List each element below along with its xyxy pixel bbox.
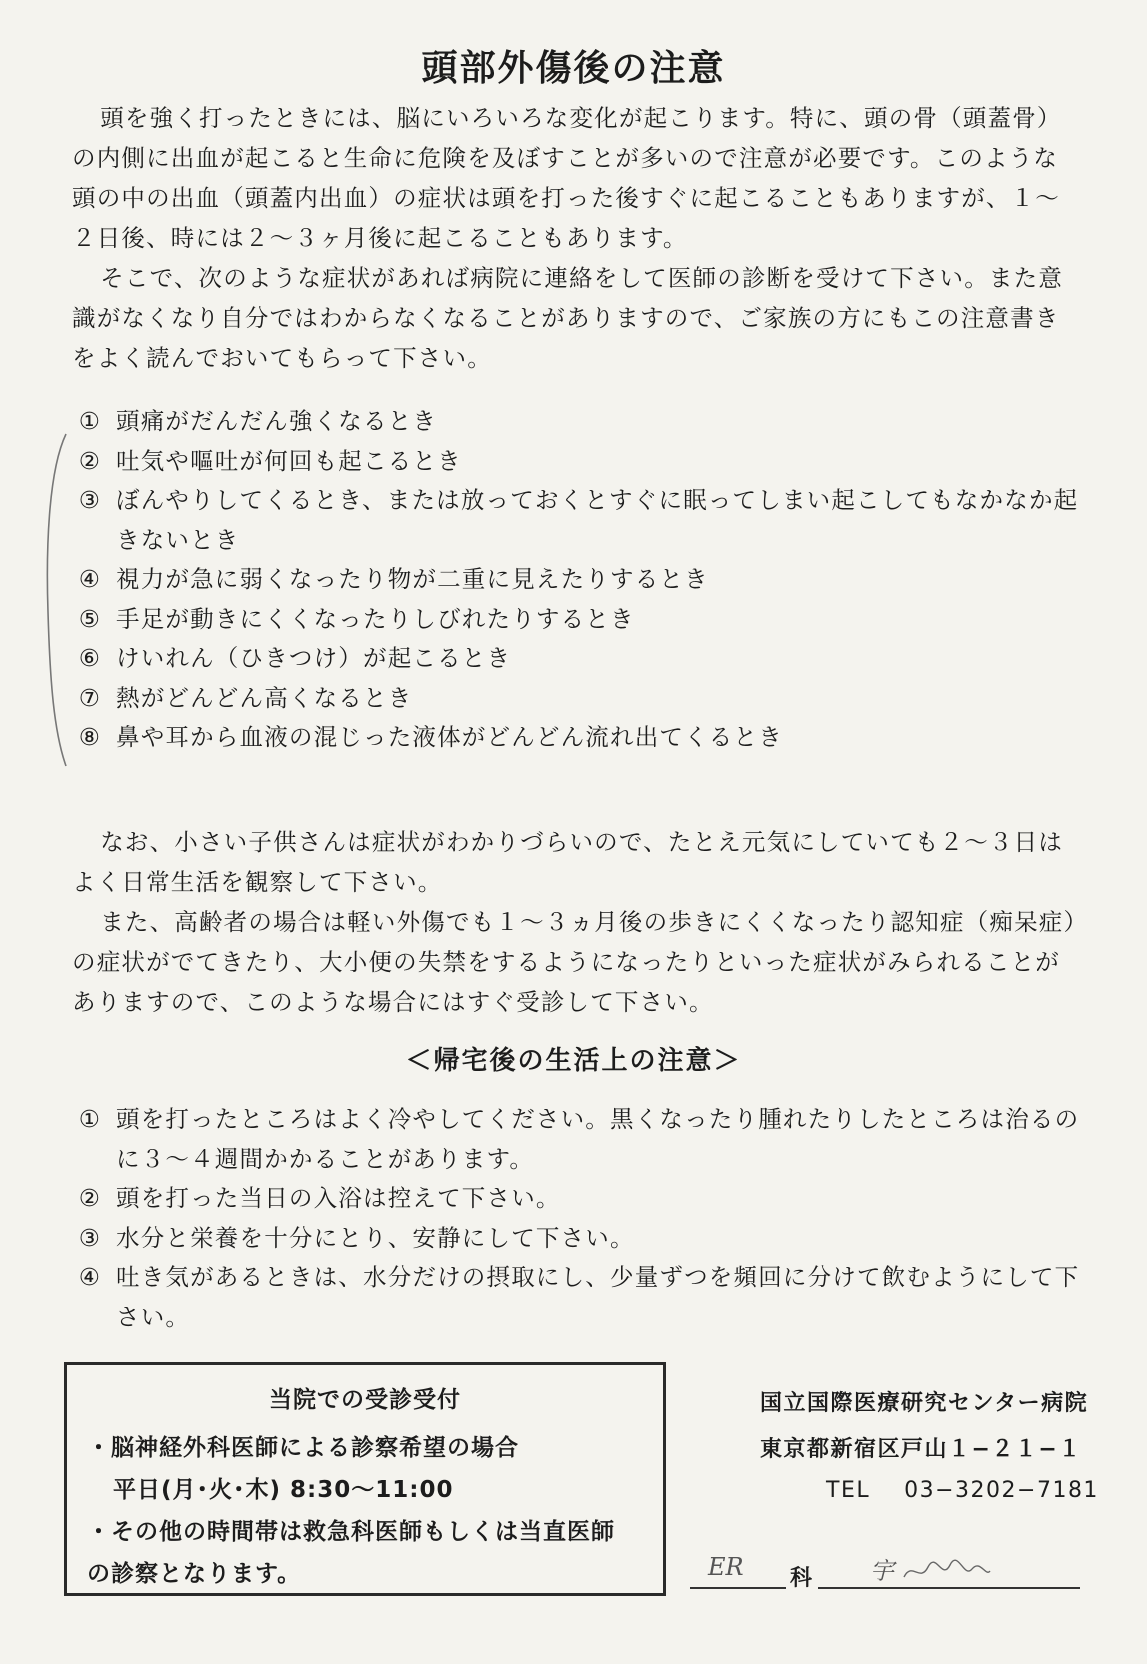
list-item: ① 頭を打ったところはよく冷やしてください。黒くなったり腫れたりしたところは治るのに３～４週間かかることがあります。	[78, 1105, 1080, 1173]
reception-line-other: ・その他の時間帯は救急科医師もしくは当直医師	[87, 1519, 615, 1545]
hospital-name: 国立国際医療研究センター病院	[760, 1391, 1089, 1416]
handwritten-bracket-mark	[40, 432, 70, 768]
signature-line	[690, 1555, 1080, 1595]
reception-line-other-cont: の診察となります。	[87, 1561, 302, 1587]
hospital-tel	[826, 1478, 1147, 1503]
list-item: ③ 水分と栄養を十分にとり、安静にして下さい。	[78, 1223, 635, 1252]
intro-paragraph-1: 頭を強く打ったときには、脳にいろいろな変化が起こります。特に、頭の骨（頭蓋骨）の内側に出血が起こると生命に危険を及ぼすことが多いので注意が必要です。このような頭の中の出血（頭蓋内出血）の症状は頭を打った後すぐに起こることもありますが、１～２日後、時には２～３ヶ月後に起こることもあります。	[72, 104, 1062, 252]
handwritten-name: 宇	[870, 1557, 894, 1585]
symptom-list	[72, 402, 1082, 758]
reception-info-box	[64, 1362, 666, 1596]
list-item: ④ 吐き気があるときは、水分だけの摂取にし、少量ずつを頻回に分けて飲むようにして下さい。	[78, 1263, 1080, 1331]
name-underline	[818, 1587, 1080, 1589]
list-item: ⑤ 手足が動きにくくなったりしびれたりするとき	[78, 604, 635, 633]
reception-title: 当院での受診受付	[269, 1387, 461, 1413]
list-item: ④ 視力が急に弱くなったり物が二重に見えたりするとき	[78, 565, 709, 593]
list-item: ② 頭を打った当日の入浴は控えて下さい。	[78, 1184, 561, 1212]
tel-label: TEL	[826, 1478, 871, 1503]
hospital-address: 東京都新宿区戸山１−２１−１	[760, 1437, 1082, 1462]
handwritten-department: ER	[708, 1553, 744, 1581]
list-item: ⑧ 鼻や耳から血液の混じった液体がどんどん流れ出てくるとき	[78, 723, 783, 751]
handwritten-signature-scribble	[902, 1557, 992, 1587]
reception-line-neurosurgery: ・脳神経外科医師による診察希望の場合	[87, 1435, 519, 1461]
list-item: ② 吐気や嘔吐が何回も起こるとき	[78, 446, 462, 475]
list-item: ⑦ 熱がどんどん高くなるとき	[78, 683, 413, 712]
home-care-list	[72, 1100, 1082, 1337]
note-paragraph-2: また、高齢者の場合は軽い外傷でも１～３ヵ月後の歩きにくくなったり認知症（痴呆症）の症状がでてきたり、大小便の失禁をするようになったりといった症状がみられることがありますので、このような場合にはすぐ受診して下さい。	[72, 908, 1077, 1016]
home-care-heading: ＜帰宅後の生活上の注意＞	[405, 1046, 742, 1076]
page-title: 頭部外傷後の注意	[421, 48, 726, 89]
department-label: 科	[790, 1566, 813, 1591]
list-item: ③ ぼんやりしてくるとき、または放っておくとすぐに眠ってしまい起こしてもなかなか起きないとき	[78, 486, 1079, 554]
note-paragraph-1: なお、小さい子供さんは症状がわかりづらいので、たとえ元気にしていても２～３日はよく日常生活を観察して下さい。	[72, 828, 1064, 896]
list-item: ① 頭痛がだんだん強くなるとき	[78, 407, 438, 435]
tel-number: 03−3202−7181	[904, 1478, 1099, 1503]
list-item: ⑥ けいれん（ひきつけ）が起こるとき	[78, 644, 512, 672]
department-underline	[690, 1587, 786, 1589]
intro-paragraph-2: そこで、次のような症状があれば病院に連絡をして医師の診断を受けて下さい。また意識がなくなり自分ではわからなくなることがありますので、ご家族の方にもこの注意書きをよく読んでおいてもらって下さい。	[72, 264, 1064, 372]
reception-line-hours: 平日(月･火･木) 8:30～11:00	[113, 1477, 454, 1503]
